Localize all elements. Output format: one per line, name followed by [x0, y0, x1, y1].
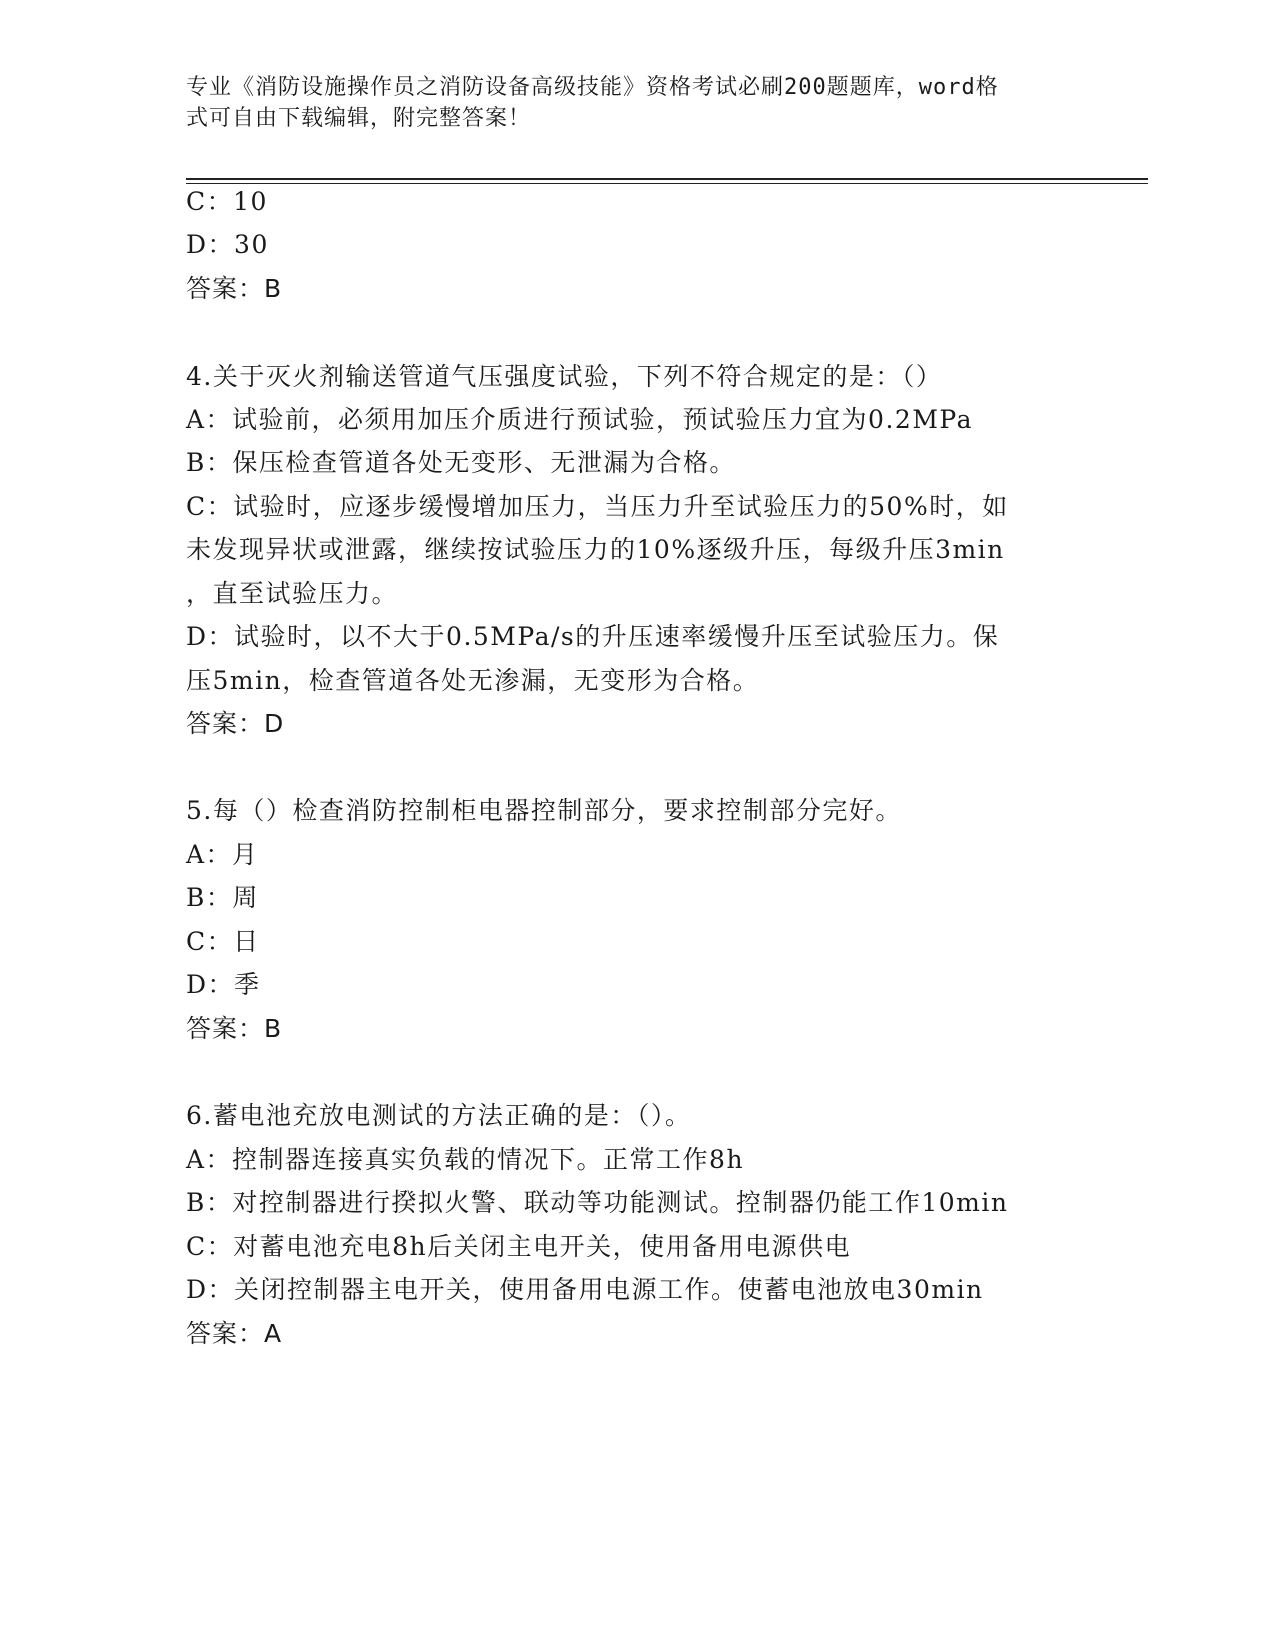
q5-question: 5.每（）检查消防控制柜电器控制部分，要求控制部分完好。: [186, 796, 902, 825]
q5-option-b: B：周: [186, 883, 259, 912]
document-header: [186, 72, 1076, 134]
q5-option-a: A：月: [186, 840, 259, 869]
header-rule-thick: [186, 178, 1148, 180]
q5-option-c: C：日: [186, 927, 260, 956]
q4-option-c-line-2: 未发现异状或泄露，继续按试验压力的10%逐级升压，每级升压3min: [186, 535, 1005, 564]
q6-question: 6.蓄电池充放电测试的方法正确的是：（）。: [186, 1101, 692, 1130]
q4-option-a: A：试验前，必须用加压介质进行预试验，预试验压力宜为0.2MPa: [186, 405, 974, 434]
q4-option-c-line-3: ，直至试验压力。: [186, 579, 399, 608]
q5-option-d: D：季: [186, 970, 261, 999]
q4-question: 4.关于灭火剂输送管道气压强度试验，下列不符合规定的是：（）: [186, 362, 943, 391]
q4-option-d-line-1: D：试验时，以不大于0.5MPa/s的升压速率缓慢升压至试验压力。保: [186, 622, 1000, 651]
q6-answer: 答案：A: [186, 1319, 283, 1348]
q4-answer: 答案：D: [186, 709, 285, 738]
q6-option-d: D：关闭控制器主电开关，使用备用电源工作。使蓄电池放电30min: [186, 1275, 984, 1304]
q6-option-c: C：对蓄电池充电8h后关闭主电开关，使用备用电源供电: [186, 1232, 852, 1261]
header-line-1: 专业《消防设施操作员之消防设备高级技能》资格考试必刷200题题库，word格: [186, 75, 999, 100]
q6-option-a: A：控制器连接真实负载的情况下。正常工作8h: [186, 1145, 745, 1174]
q4-option-c-line-1: C：试验时，应逐步缓慢增加压力，当压力升至试验压力的50%时，如: [186, 492, 1009, 521]
q4-option-d-line-2: 压5min，检查管道各处无渗漏，无变形为合格。: [186, 666, 760, 695]
q3-option-d: D：30: [186, 230, 269, 259]
q3-answer: 答案：B: [186, 274, 283, 303]
q4-option-b: B：保压检查管道各处无变形、无泄漏为合格。: [186, 448, 736, 477]
header-rule-thin: [186, 183, 1148, 184]
header-line-2: 式可自由下载编辑，附完整答案！: [186, 106, 532, 131]
q3-option-c: C：10: [186, 187, 268, 216]
q6-option-b: B：对控制器进行揆拟火警、联动等功能测试。控制器仍能工作10min: [186, 1188, 1009, 1217]
q5-answer: 答案：B: [186, 1014, 283, 1043]
